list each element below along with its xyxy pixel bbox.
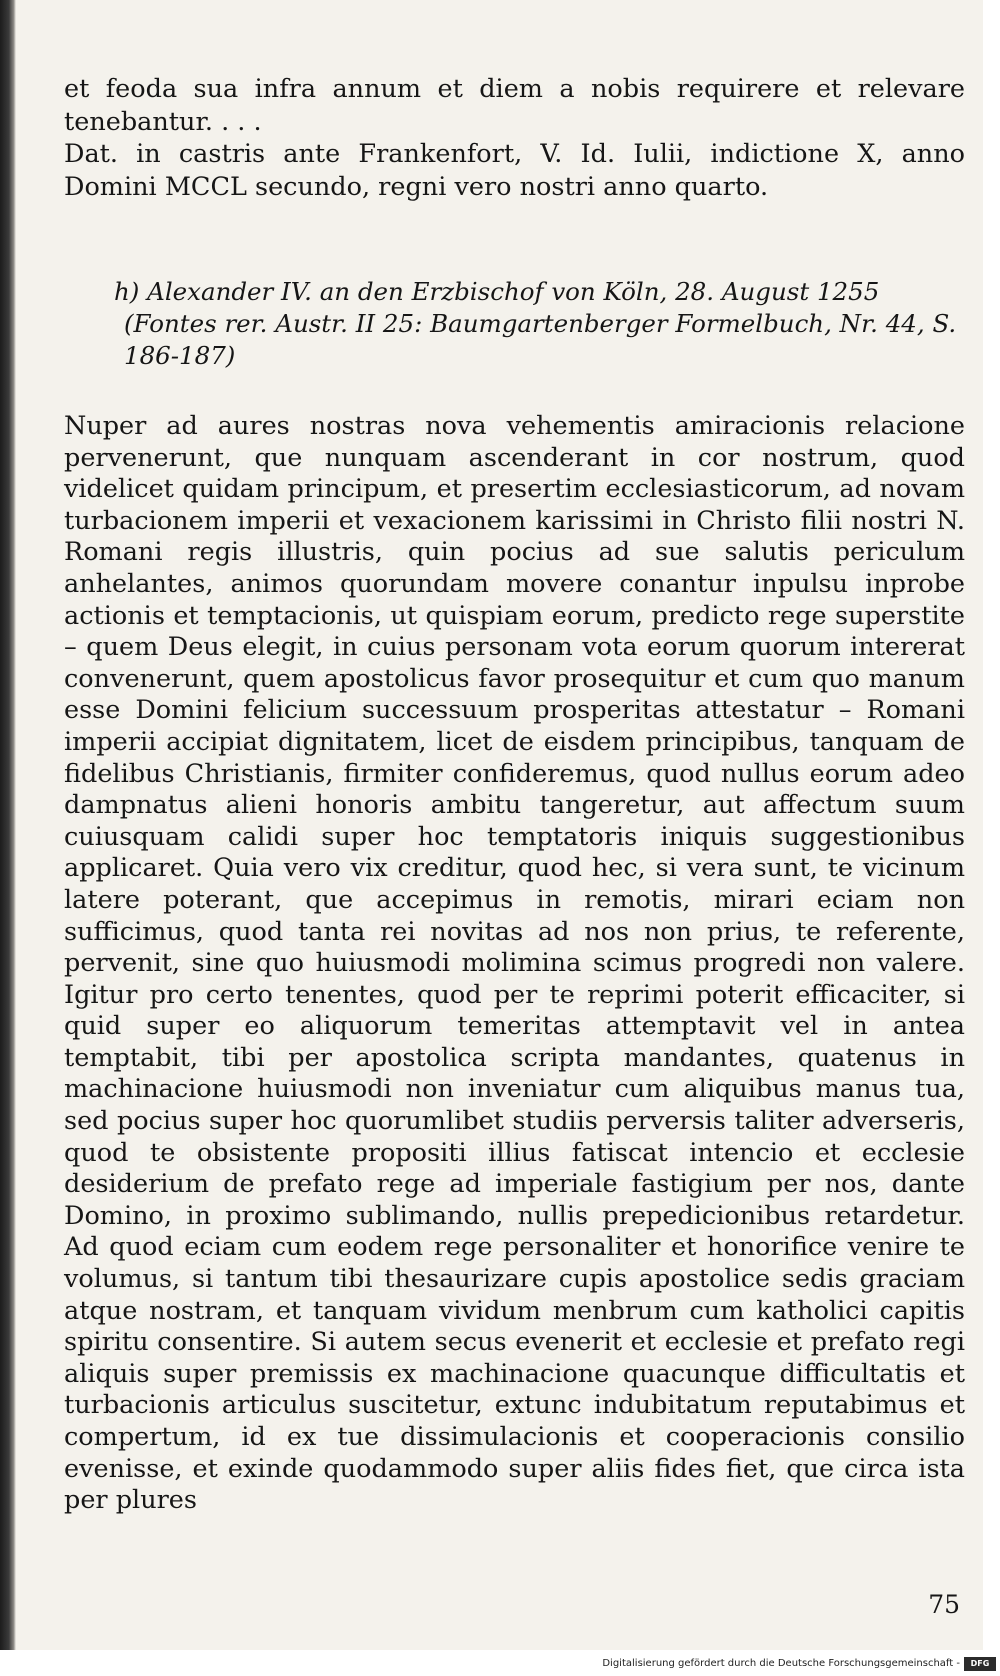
binding-shadow bbox=[0, 0, 16, 1650]
document-heading-source: (Fontes rer. Austr. II 25: Baumgartenberger Formelbuch, Nr. 44, S. 186-187) bbox=[124, 309, 957, 370]
page-number: 75 bbox=[928, 1590, 960, 1619]
document-heading bbox=[114, 276, 964, 372]
document-body-text: Nuper ad aures nostras nova vehementis amiracionis relacione pervenerunt, que nunquam ascenderant in cor nostrum, quod videlicet quidam principum, et presertim ecclesiasticorum, ad novam turbacionem imperii et vexacionem karissimi in Christo filii nostri N. Romani regis illustris, quin pocius ad sue salutis periculum anhelantes, animos quorundam movere conantur inpulsu inprobe actionis et temptacionis, ut quispiam eorum, predicto rege superstite – quem Deus elegit, in cuius personam vota eorum quorum intererat convenerunt, quem apostolicus favor prosequitur et cum quo manum esse Domini felicium successuum prosperitas attestatur – Romani imperii accipiat dignitatem, licet de eisdem principibus, tanquam de fidelibus Christianis, firmiter confideremus, quod nullus eorum adeo dampnatus alieni honoris ambitu tangeretur, aut affectum suum cuiusquam calidi super hoc temptatoris iniquis suggestionibus applicaret. Quia vero vix creditur, quod hec, si vera sunt, te vicinum latere poterant, que accepimus in remotis, mirari eciam non sufficimus, quod tanta rei novitas ad nos non prius, te referente, pervenit, sine quo huiusmodi molimina scimus progredi non valere. Igitur pro certo tenentes, quod per te reprimi poterit efficaciter, si quid super eo aliquorum temeritas attemptavit vel in antea temptabit, tibi per apostolica scripta mandantes, quatenus in machinacione huiusmodi non inveniatur cum aliquibus manus tua, sed pocius super hoc quorumlibet studiis perversis taliter adverseris, quod te obsistente propositi illius fatiscat intencio et ecclesie desiderium de prefato rege ad imperiale fastigium per nos, dante Domino, in proximo sublimando, nullis prepedicionibus retardetur. Ad quod eciam cum eodem rege personaliter et honorifice venire te volumus, si tantum tibi thesaurizare cupis apostolice sedis graciam atque nostram, et tanquam vividum menbrum cum katholici capitis spiritu consentire. Si autem secus evenerit et ecclesie et prefato regi aliquis super premissis ex machinacione quacunque difficultatis et turbacionis articulus suscitetur, extunc indubitatum reputabimus et compertum, id ex tue dissimulacionis et cooperacionis consilio evenisse, et exinde quodammodo super aliis fides fiet, que circa ista per plures bbox=[64, 411, 965, 1516]
digitization-credit: Digitalisierung gefördert durch die Deutsche Forschungsgemeinschaft - bbox=[602, 1658, 960, 1669]
preceding-document-ending bbox=[64, 73, 965, 203]
dating-clause: Dat. in castris ante Frankenfort, V. Id. Iulii, indictione X, anno Domini MCCL secundo, regni vero nostri anno quarto. bbox=[64, 139, 965, 202]
document-heading-title: h) Alexander IV. an den Erzbischof von Köln, 28. August 1255 bbox=[114, 277, 880, 306]
closing-clause: et feoda sua infra annum et diem a nobis requirere et relevare tenebantur. . . . bbox=[64, 74, 965, 137]
dfg-logo: DFG bbox=[964, 1657, 996, 1671]
